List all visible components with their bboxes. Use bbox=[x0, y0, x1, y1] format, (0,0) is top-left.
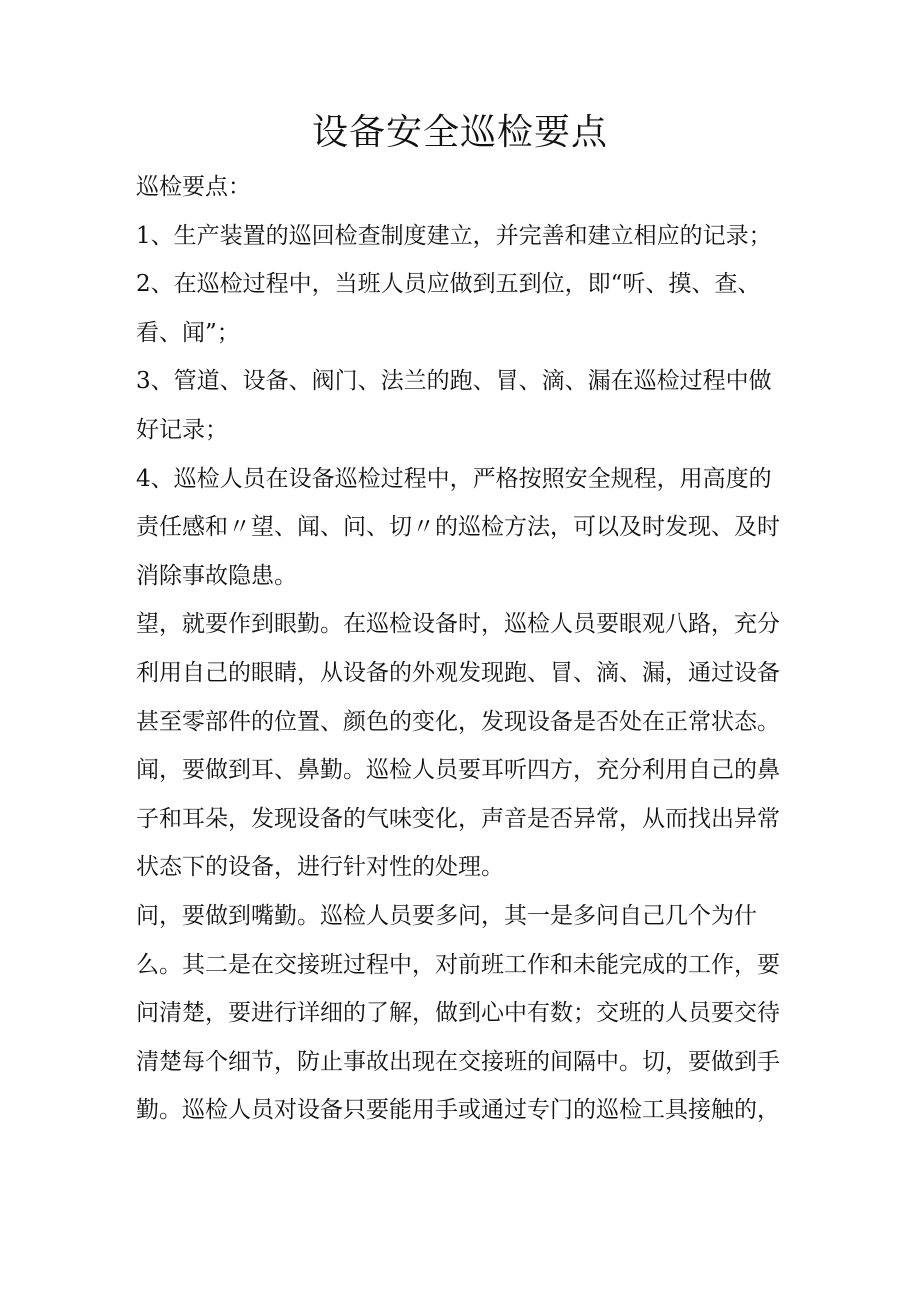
paragraph-line: 状态下的设备，进行针对性的处理。 bbox=[136, 854, 504, 881]
paragraph-line: 问，要做到嘴勤。巡检人员要多问，其一是多问自己几个为什 bbox=[136, 902, 757, 929]
document-body bbox=[136, 163, 786, 1135]
point-4-line: 责任感和〃望、闻、问、切〃的巡检方法，可以及时发现、及时 bbox=[136, 514, 780, 541]
paragraph-line: 利用自己的眼睛，从设备的外观发现跑、冒、滴、漏，通过设备 bbox=[136, 659, 780, 686]
paragraph-line: 闻，要做到耳、鼻勤。巡检人员要耳听四方，充分利用自己的鼻 bbox=[136, 757, 780, 784]
point-3-line: 好记录； bbox=[136, 416, 228, 443]
paragraph-line: 望，就要作到眼勤。在巡检设备时，巡检人员要眼观八路，充分 bbox=[136, 611, 780, 638]
section-heading: 巡检要点： bbox=[136, 174, 251, 200]
point-3-line: 3、管道、设备、阀门、法兰的跑、冒、滴、漏在巡检过程中做 bbox=[136, 368, 772, 395]
point-4-line: 4、巡检人员在设备巡检过程中，严格按照安全规程，用高度的 bbox=[136, 465, 772, 492]
paragraph-line: 清楚每个细节，防止事故出现在交接班的间隔中。切，要做到手 bbox=[136, 1048, 780, 1075]
point-4-line: 消除事故隐患。 bbox=[136, 562, 297, 589]
paragraph-line: 问清楚，要进行详细的了解，做到心中有数；交班的人员要交待 bbox=[136, 1000, 780, 1027]
point-2-line: 看、闻”； bbox=[136, 319, 240, 346]
page-title: 设备安全巡检要点 bbox=[311, 112, 608, 153]
point-2-line: 2、在巡检过程中，当班人员应做到五到位，即“听、摸、查、 bbox=[136, 271, 761, 298]
paragraph-line: 么。其二是在交接班过程中，对前班工作和未能完成的工作，要 bbox=[136, 951, 780, 978]
paragraph-line: 甚至零部件的位置、颜色的变化，发现设备是否处在正常状态。 bbox=[136, 708, 780, 735]
paragraph-line: 子和耳朵，发现设备的气味变化，声音是否异常，从而找出异常 bbox=[136, 805, 780, 832]
paragraph-line: 勤。巡检人员对设备只要能用手或通过专门的巡检工具接触的， bbox=[136, 1097, 780, 1124]
point-1-line: 1、生产装置的巡回检查制度建立，并完善和建立相应的记录； bbox=[136, 222, 772, 249]
